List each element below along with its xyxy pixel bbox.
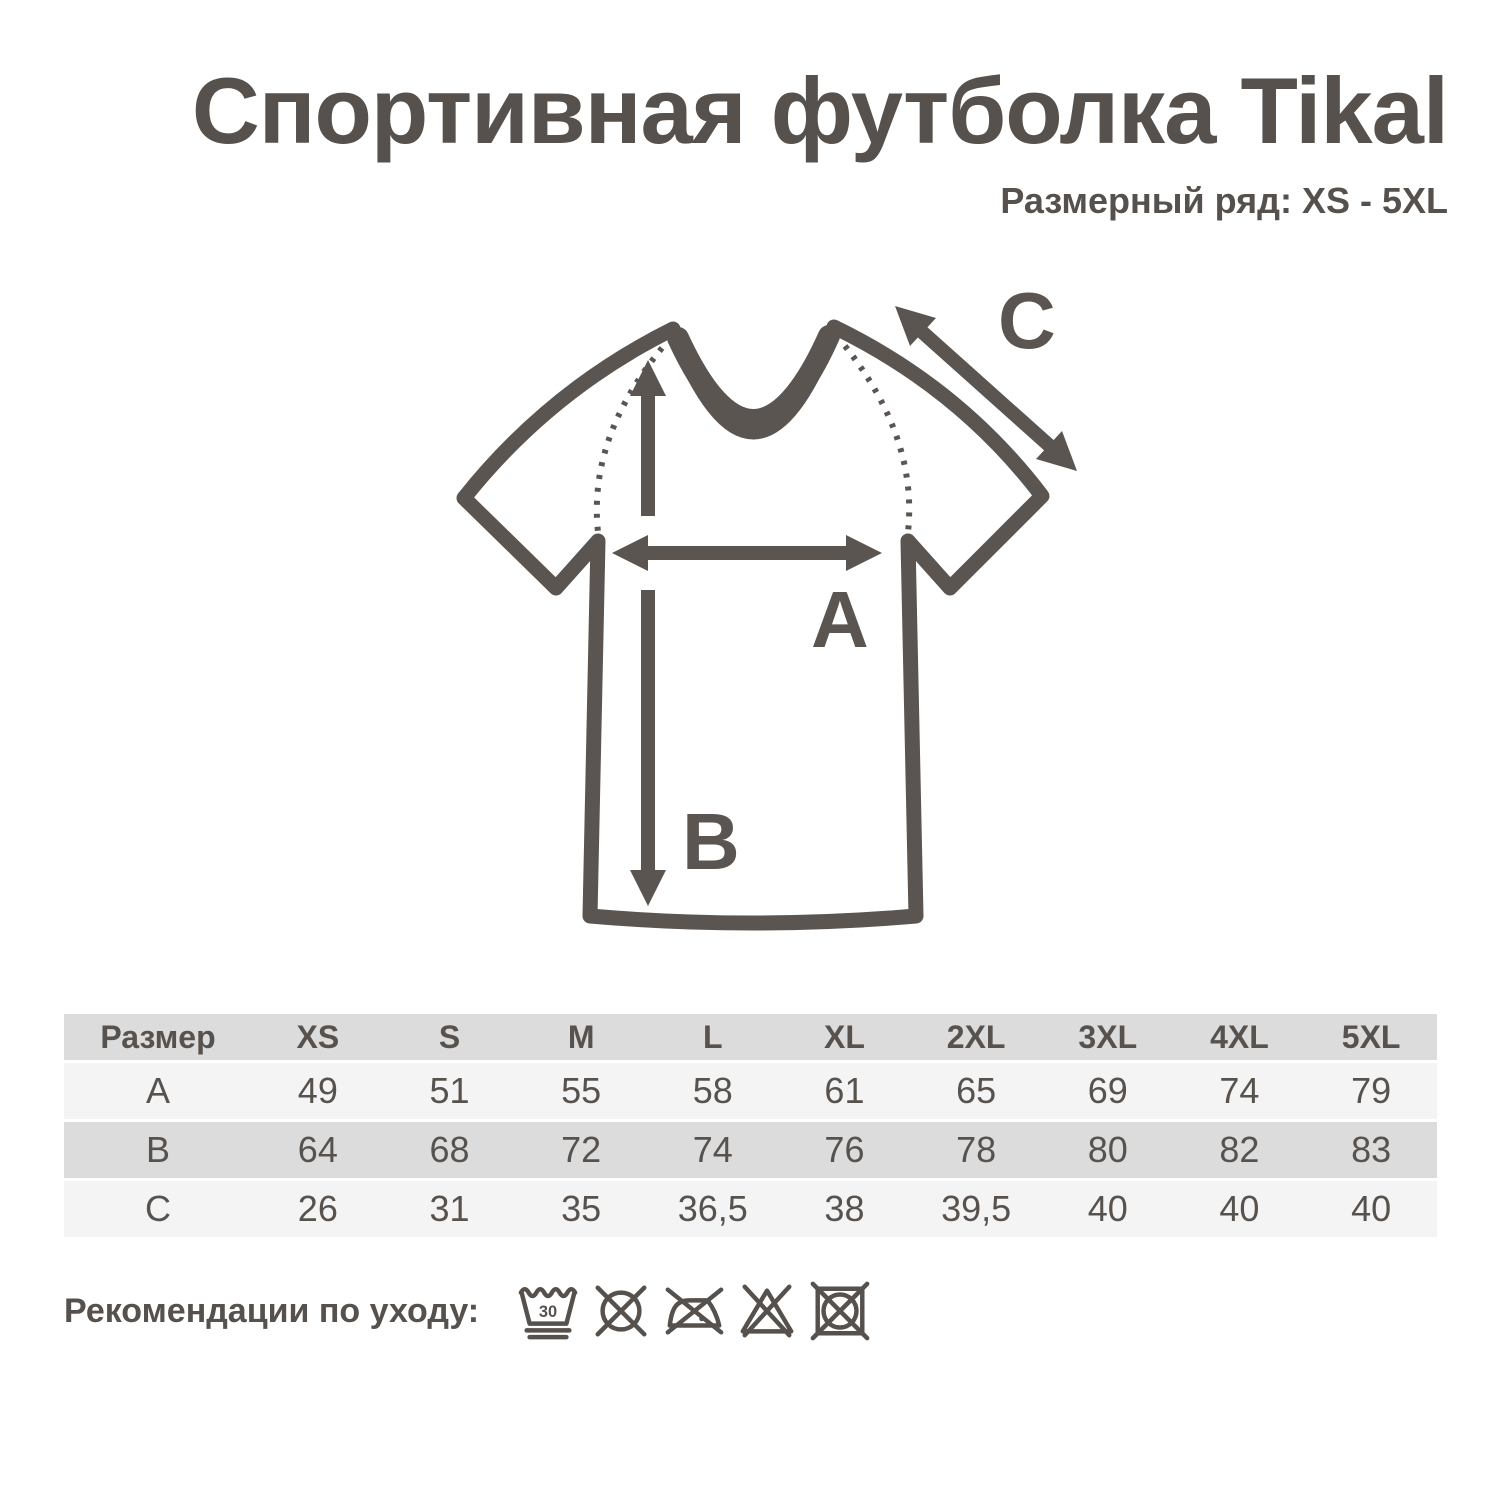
size-value-cell: 78 (910, 1122, 1042, 1178)
header-cell-2xl: 2XL (910, 1014, 1042, 1060)
table-row-c (64, 1181, 1437, 1237)
table-row-b (64, 1122, 1437, 1178)
wash-temperature: 30 (538, 1302, 558, 1321)
size-value-cell: 64 (252, 1122, 384, 1178)
header-cell-xl: XL (779, 1014, 911, 1060)
size-table (64, 1011, 1437, 1240)
size-value-cell: 51 (384, 1063, 516, 1119)
size-value-cell: 55 (515, 1063, 647, 1119)
do-not-bleach-icon (736, 1280, 798, 1342)
row-label: A (64, 1063, 252, 1119)
table-row-a (64, 1063, 1437, 1119)
header-cell-size: Размер (64, 1014, 252, 1060)
size-value-cell: 61 (779, 1063, 911, 1119)
header-cell-l: L (647, 1014, 779, 1060)
size-value-cell: 80 (1042, 1122, 1174, 1178)
width-arrow-a (612, 535, 882, 571)
size-value-cell: 74 (1174, 1063, 1306, 1119)
size-value-cell: 31 (384, 1181, 516, 1237)
collar-band (678, 336, 829, 420)
size-value-cell: 40 (1042, 1181, 1174, 1237)
header-cell-m: M (515, 1014, 647, 1060)
tshirt-diagram-svg (420, 268, 1120, 968)
do-not-iron-icon (663, 1280, 725, 1342)
size-value-cell: 58 (647, 1063, 779, 1119)
size-value-cell: 38 (779, 1181, 911, 1237)
raglan-seam-right (845, 346, 909, 532)
tshirt-measurement-diagram (420, 268, 1120, 968)
do-not-tumble-dry-icon (809, 1280, 871, 1342)
header-cell-3xl: 3XL (1042, 1014, 1174, 1060)
size-value-cell: 36,5 (647, 1181, 779, 1237)
measure-label-a: A (811, 575, 869, 664)
size-value-cell: 79 (1305, 1063, 1437, 1119)
size-value-cell: 83 (1305, 1122, 1437, 1178)
size-value-cell: 49 (252, 1063, 384, 1119)
size-value-cell: 40 (1305, 1181, 1437, 1237)
size-value-cell: 68 (384, 1122, 516, 1178)
length-arrow-b (630, 360, 666, 906)
size-table-header-row (64, 1014, 1437, 1060)
size-value-cell: 40 (1174, 1181, 1306, 1237)
size-value-cell: 65 (910, 1063, 1042, 1119)
size-value-cell: 39,5 (910, 1181, 1042, 1237)
size-range-subtitle: Размерный ряд: XS - 5XL (1000, 180, 1448, 221)
page-title: Спортивная футболка Tikal (191, 58, 1448, 163)
care-label: Рекомендации по уходу: (64, 1291, 480, 1330)
row-label: B (64, 1122, 252, 1178)
size-value-cell: 76 (779, 1122, 911, 1178)
header-cell-xs: XS (252, 1014, 384, 1060)
size-value-cell: 26 (252, 1181, 384, 1237)
wash-30-very-gentle-icon (517, 1280, 579, 1342)
header-cell-4xl: 4XL (1174, 1014, 1306, 1060)
size-value-cell: 82 (1174, 1122, 1306, 1178)
size-value-cell: 69 (1042, 1063, 1174, 1119)
measure-label-b: B (682, 797, 740, 886)
header-cell-5xl: 5XL (1305, 1014, 1437, 1060)
row-label: C (64, 1181, 252, 1237)
size-value-cell: 35 (515, 1181, 647, 1237)
size-value-cell: 74 (647, 1122, 779, 1178)
header (191, 58, 1448, 222)
header-cell-s: S (384, 1014, 516, 1060)
care-icons (517, 1280, 871, 1342)
size-value-cell: 72 (515, 1122, 647, 1178)
care-recommendations (64, 1280, 871, 1342)
measure-label-c: C (998, 276, 1056, 365)
do-not-dry-clean-icon (590, 1280, 652, 1342)
